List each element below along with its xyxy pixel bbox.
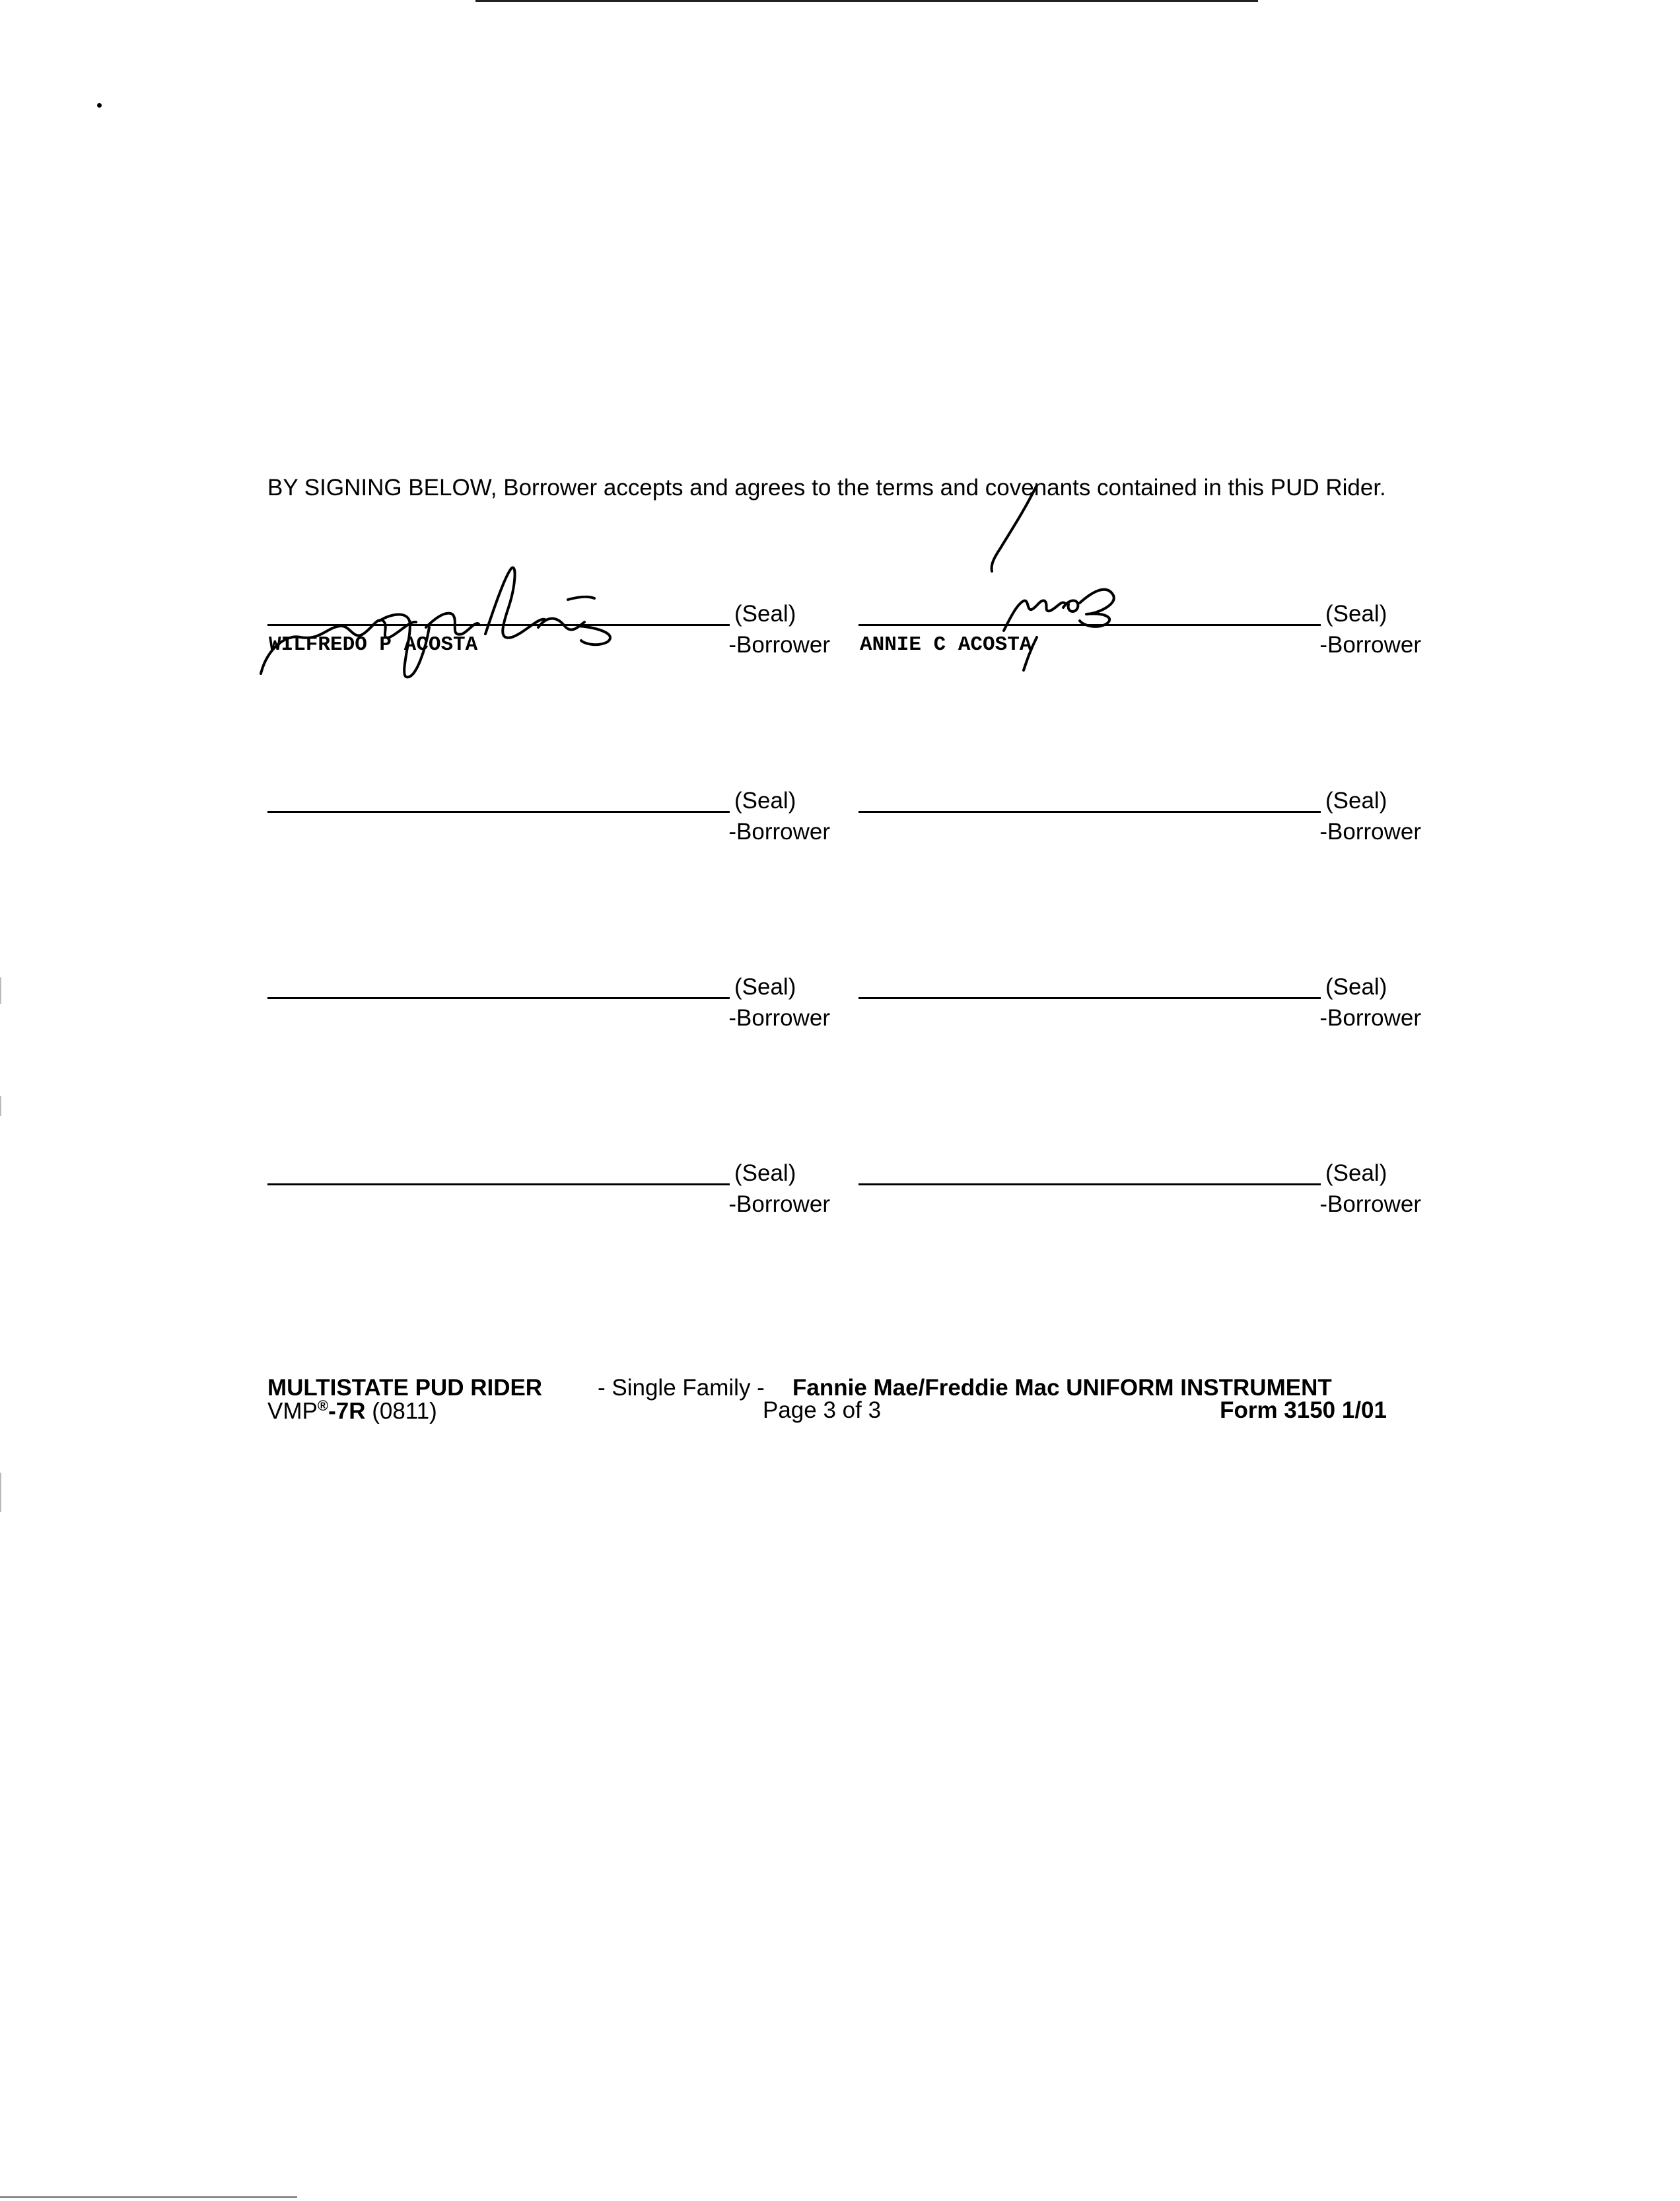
handwritten-signature-annie <box>938 472 1149 670</box>
seal-label: (Seal) <box>734 974 796 1000</box>
scan-speck <box>97 103 102 108</box>
signature-block-wilfredo <box>267 601 835 658</box>
form-footer <box>267 1375 1387 1428</box>
borrower-label: -Borrower <box>1319 1191 1421 1217</box>
seal-label: (Seal) <box>1325 974 1387 1000</box>
agreement-statement: BY SIGNING BELOW, Borrower accepts and agrees to the terms and covenants contained in this PUD Rider. <box>267 475 1386 501</box>
scan-edge-mark <box>0 1096 1 1116</box>
form-title: MULTISTATE PUD RIDER <box>267 1375 543 1401</box>
signature-block <box>267 1160 835 1217</box>
borrower-label: -Borrower <box>728 1005 830 1031</box>
seal-label: (Seal) <box>734 1160 796 1186</box>
signature-block-annie <box>858 601 1426 658</box>
signature-line[interactable] <box>267 811 730 813</box>
handwritten-signature-wilfredo <box>248 548 723 680</box>
form-code: VMP®-7R (0811) <box>267 1397 437 1424</box>
seal-label: (Seal) <box>1325 1160 1387 1186</box>
signature-block <box>858 974 1426 1031</box>
borrower-label: -Borrower <box>1319 1005 1421 1031</box>
borrower-label: -Borrower <box>1319 819 1421 845</box>
scan-top-rule <box>475 0 1258 2</box>
signature-block <box>267 788 835 845</box>
borrower-label: -Borrower <box>728 819 830 845</box>
borrower-name: ANNIE C ACOSTA <box>860 633 1032 656</box>
signature-block <box>267 974 835 1031</box>
form-type: - Single Family - <box>598 1375 765 1401</box>
signature-line[interactable] <box>858 1183 1321 1185</box>
seal-label: (Seal) <box>1325 788 1387 814</box>
borrower-label: -Borrower <box>728 1191 830 1217</box>
seal-label: (Seal) <box>1325 601 1387 627</box>
signature-block <box>858 1160 1426 1217</box>
signature-line[interactable] <box>267 997 730 999</box>
form-agency: Fannie Mae/Freddie Mac UNIFORM INSTRUMENT <box>792 1375 1332 1401</box>
borrower-name: WILFREDO P ACOSTA <box>269 633 478 656</box>
scan-edge-mark <box>0 977 1 1004</box>
scan-edge-mark <box>0 1473 1 1512</box>
borrower-label: -Borrower <box>1319 632 1421 658</box>
signature-line[interactable] <box>267 1183 730 1185</box>
borrower-label: -Borrower <box>728 632 830 658</box>
form-number: Form 3150 1/01 <box>1220 1397 1387 1423</box>
signature-line[interactable] <box>858 811 1321 813</box>
signature-line[interactable] <box>858 997 1321 999</box>
signature-block <box>858 788 1426 845</box>
seal-label: (Seal) <box>734 788 796 814</box>
scan-bottom-rule <box>0 2196 297 2198</box>
page-number: Page 3 of 3 <box>763 1397 882 1423</box>
seal-label: (Seal) <box>734 601 796 627</box>
